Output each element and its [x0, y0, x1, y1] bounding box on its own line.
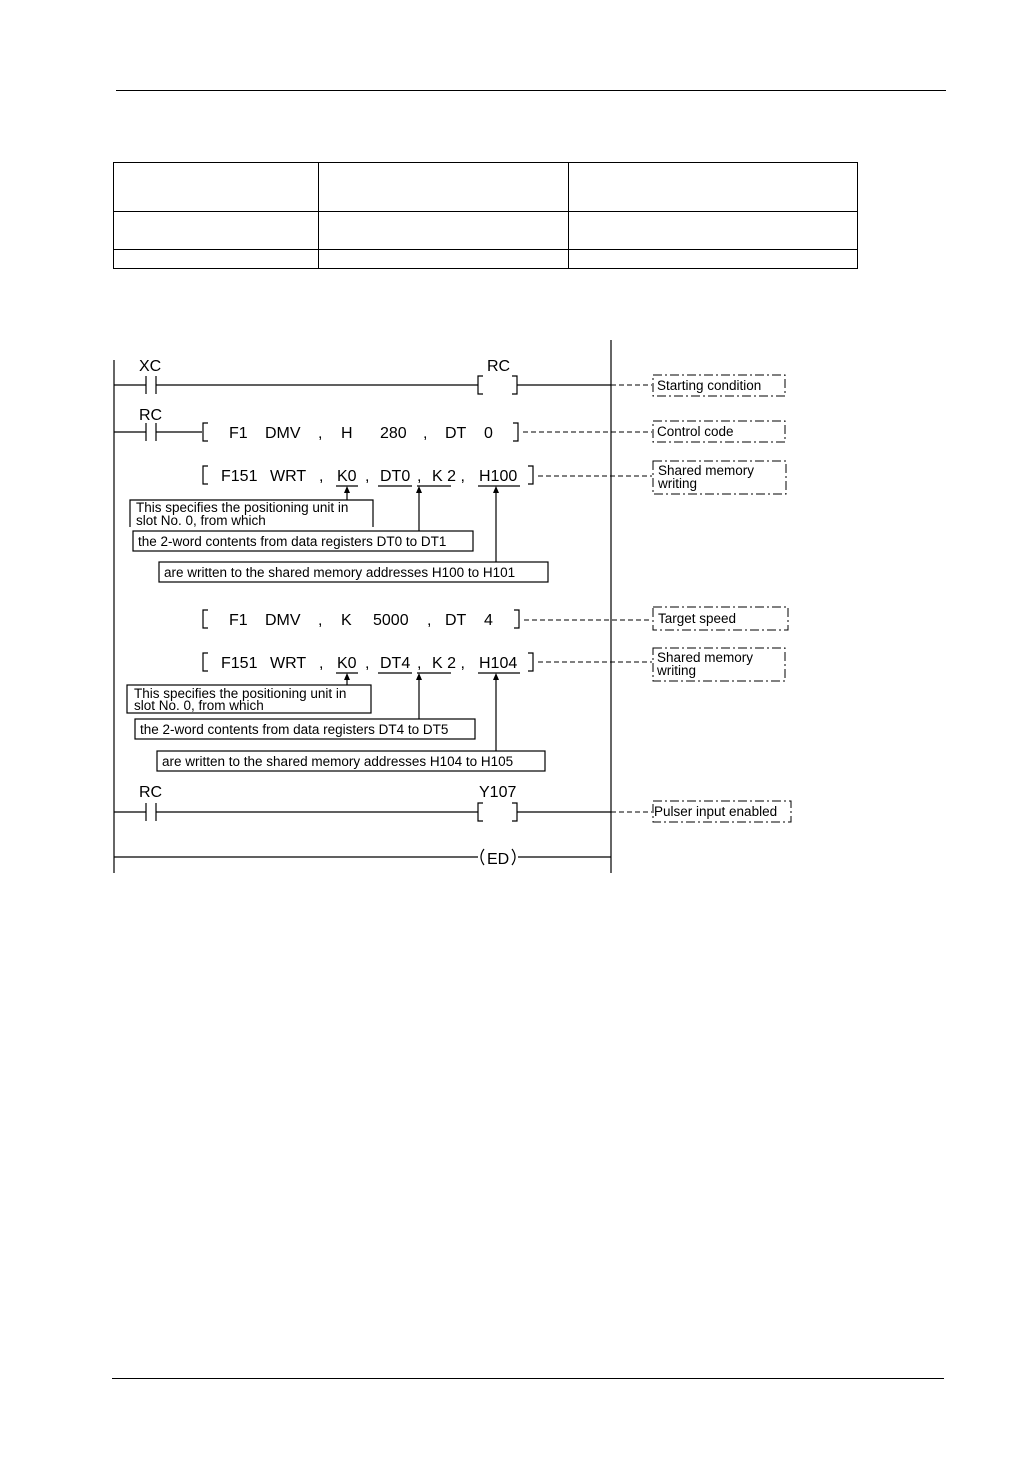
destination-number: 0	[484, 425, 493, 442]
function-name: DMV	[265, 425, 301, 442]
comment-shared-memory-line1: Shared memory	[658, 463, 755, 478]
constant-value: 280	[380, 425, 407, 442]
note-slot-line2: slot No. 0, from which	[136, 513, 266, 528]
rung-dmv-target-speed	[203, 610, 519, 628]
table-cell	[318, 163, 569, 212]
note-shared-addresses: are written to the shared memory addresses H104 to H105	[162, 754, 514, 769]
instruction-wrt-1	[221, 468, 517, 485]
instruction-dmv-target-speed	[229, 612, 493, 629]
separator: ,	[423, 425, 428, 442]
address-operand: H100	[479, 468, 518, 485]
comment-boxes	[653, 375, 791, 822]
comment-target-speed: Target speed	[658, 611, 737, 626]
parameter-table	[113, 162, 858, 269]
function-number: F1	[229, 425, 248, 442]
function-number: F151	[221, 468, 258, 485]
contact-rc-label: RC	[139, 407, 163, 424]
note-shared-addresses: are written to the shared memory addresses H100 to H101	[164, 565, 516, 580]
constant-value: 5000	[373, 612, 409, 629]
word-count-operand: K 2 ,	[432, 468, 465, 485]
coil-rc-label: RC	[487, 358, 511, 375]
function-name: WRT	[270, 468, 307, 485]
table-cell	[569, 250, 858, 269]
separator: ,	[319, 655, 324, 672]
separator: ,	[417, 468, 422, 485]
table-cell	[318, 250, 569, 269]
separator: ,	[427, 612, 432, 629]
address-operand: H104	[479, 655, 518, 672]
ladder-diagram	[0, 340, 1032, 880]
slot-operand: K0	[337, 655, 357, 672]
table-cell	[318, 212, 569, 250]
contact-rc-label: RC	[139, 784, 163, 801]
word-count-operand: K 2 ,	[432, 655, 465, 672]
source-operand: DT0	[380, 468, 411, 485]
separator: ,	[365, 655, 370, 672]
separator: ,	[318, 425, 323, 442]
destination-register: DT	[445, 425, 467, 442]
comment-shared-memory-line2: writing	[657, 663, 697, 678]
note-slot-line2: slot No. 0, from which	[134, 698, 264, 713]
note-slot-line1: This specifies the positioning unit in	[134, 686, 347, 701]
destination-number: 4	[484, 612, 493, 629]
comment-leaders	[523, 385, 652, 812]
table-cell	[114, 163, 319, 212]
coil-y107-label: Y107	[479, 784, 517, 801]
end-instruction: ED	[487, 851, 510, 868]
function-name: WRT	[270, 655, 307, 672]
rung-start	[114, 376, 611, 394]
comment-shared-memory-line2: writing	[658, 476, 698, 491]
table-cell	[569, 163, 858, 212]
separator: ,	[417, 655, 422, 672]
footer-rule	[112, 1378, 944, 1379]
comment-shared-memory-line1: Shared memory	[657, 650, 754, 665]
table-row	[114, 250, 858, 269]
source-operand: DT4	[380, 655, 411, 672]
comment-starting-condition: Starting condition	[657, 378, 762, 393]
header-rule	[116, 90, 946, 91]
table-cell	[114, 212, 319, 250]
instruction-wrt-2	[221, 655, 517, 672]
function-name: DMV	[265, 612, 301, 629]
table-row	[114, 212, 858, 250]
rung-end	[114, 849, 611, 865]
comment-pulser-input: Pulser input enabled	[654, 804, 778, 819]
table-cell	[114, 250, 319, 269]
constant-prefix: H	[341, 425, 353, 442]
slot-operand: K0	[337, 468, 357, 485]
arrow-heads	[344, 486, 499, 680]
rung-pulser	[114, 803, 611, 821]
separator: ,	[319, 468, 324, 485]
table-cell	[569, 212, 858, 250]
instruction-dmv-control-code	[229, 425, 493, 442]
destination-register: DT	[445, 612, 467, 629]
function-number: F151	[221, 655, 258, 672]
constant-prefix: K	[341, 612, 352, 629]
note-source-registers: the 2-word contents from data registers DT4 to DT5	[140, 722, 449, 737]
note-slot-line1: This specifies the positioning unit in	[136, 500, 349, 515]
contact-xc-label: XC	[139, 358, 162, 375]
separator: ,	[365, 468, 370, 485]
function-number: F1	[229, 612, 248, 629]
separator: ,	[318, 612, 323, 629]
note-source-registers: the 2-word contents from data registers DT0 to DT1	[138, 534, 447, 549]
table-row	[114, 163, 858, 212]
comment-control-code: Control code	[657, 424, 734, 439]
